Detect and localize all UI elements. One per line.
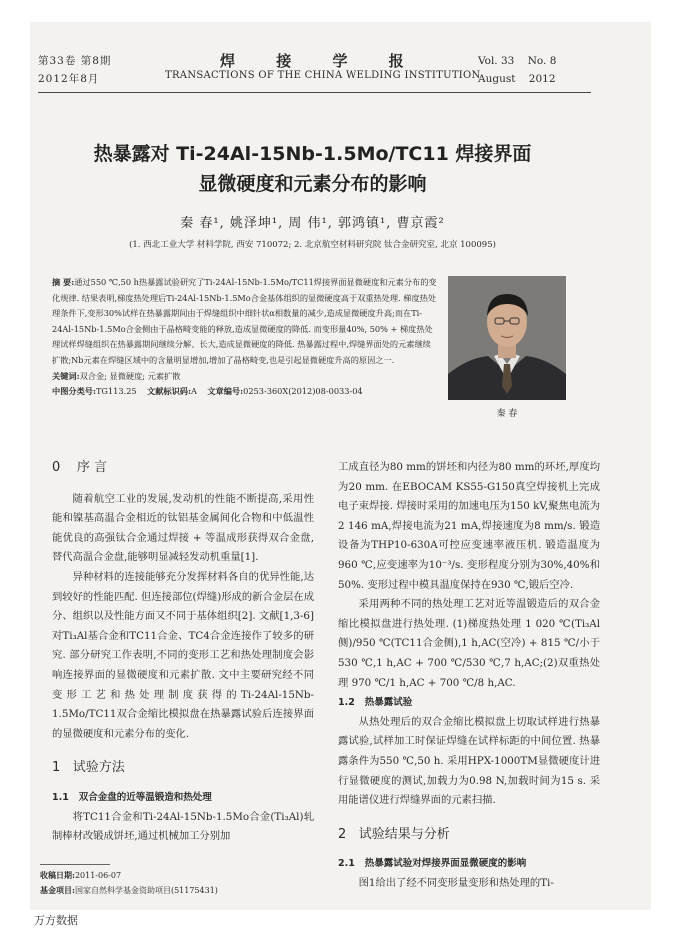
header-issue xyxy=(478,52,556,88)
subsection-1-1-title: 双合金盘的近等温锻造和热处理 xyxy=(78,791,212,803)
subsection-1-1-heading xyxy=(52,788,314,808)
section-1-title: 试验方法 xyxy=(72,760,125,776)
footnote xyxy=(40,868,218,898)
photo-caption: 秦 春 xyxy=(496,409,518,419)
header-no: No. 8 xyxy=(527,55,557,67)
intro-paragraph-1: 随着航空工业的发展,发动机的性能不断提高,采用性能和镍基高温合金相近的钛铝基金属间化合物和中低温性能优良的高强钛合金通过焊接 + 等温成形获得双合金盘,替代高温合金盘,能够明显减轻发动机重量[1]. xyxy=(52,492,314,564)
right-column xyxy=(338,458,600,893)
journal-name-cn: 焊 接 学 报 xyxy=(220,52,422,70)
author-list: 秦 春¹, 姚泽坤¹, 周 伟¹, 郭鸿镇¹, 曹京霞² xyxy=(180,216,445,231)
paper-title-line2: 显微硬度和元素分布的影响 xyxy=(198,173,427,195)
clc-value: TG113.25 xyxy=(95,386,137,397)
subsection-1-2-number: 1.2 xyxy=(338,697,355,709)
header-date-cn: 2012年8月 xyxy=(38,73,100,85)
keywords: 双合金; 显微硬度; 元素扩散 xyxy=(79,370,181,381)
results-paragraph-1: 图1给出了经不同变形量变形和热处理的Ti- xyxy=(358,876,554,889)
section-2-number: 2 xyxy=(338,826,347,842)
header-year: 2012 xyxy=(528,73,556,85)
section-2-title: 试验结果与分析 xyxy=(358,826,450,842)
clc-label: 中图分类号: xyxy=(52,386,96,397)
subsection-1-1-number: 1.1 xyxy=(52,791,69,803)
method-paragraph-2: 采用两种不同的热处理工艺对近等温锻造后的双合金缩比模拟盘进行热处理. (1)梯度热处理 1 020 ℃(Ti₃Al侧)/950 ℃(TC11合金侧),1 h,AC(空冷) + 815 ℃/小于530 ℃,1 h,AC + 700 ℃/530 ℃,7 h,AC;(2)双重热处理 970 ℃/1 h,AC + 700 ℃/8 h,AC. xyxy=(338,598,600,689)
keywords-label: 关键词: xyxy=(52,370,80,381)
section-0-title: 序 言 xyxy=(76,460,107,475)
affiliation: (1. 西北工业大学 材料学院, 西安 710072; 2. 北京航空材料研究院 钛合金研究室, 北京 100095) xyxy=(129,240,496,250)
journal-name-en: TRANSACTIONS OF THE CHINA WELDING INSTITUTION xyxy=(165,70,481,81)
subsection-2-1-number: 2.1 xyxy=(338,858,355,870)
subsection-1-2-heading xyxy=(338,693,600,713)
abstract-block xyxy=(52,275,437,400)
article-no-value: 0253-360X(2012)08-0033-04 xyxy=(243,386,363,397)
abstract-label: 摘 要: xyxy=(52,277,75,287)
received-label: 收稿日期: xyxy=(40,870,75,880)
method-paragraph-1-cont: 工成直径为80 mm的饼坯和内径为80 mm的环坯,厚度均为20 mm. 在EBOCAM KS55-G150真空焊接机上完成电子束焊接. 焊接时采用的加速电压为150 kV,聚焦电流为2 146 mA,焊接电流为21 mA,焊接速度为8 mm/s. 锻造设备为THP10-630A可控应变速率液压机. 锻造温度为960 ℃,应变速率为10⁻³/s. 变形程度分别为30%,40%和50%. 变形过程中模具温度保持在930 ℃,锻后空冷. xyxy=(338,461,600,591)
header-rule xyxy=(38,92,591,93)
author-photo xyxy=(448,276,566,400)
section-0-heading xyxy=(52,458,314,478)
doc-code-value: A xyxy=(191,386,197,397)
fund-text: 国家自然科学基金资助项目(51175431) xyxy=(74,886,218,895)
section-0-number: 0 xyxy=(52,460,61,475)
header-month: August xyxy=(478,73,516,85)
doc-code-label: 文献标识码: xyxy=(147,386,192,397)
fund-label: 基金项目: xyxy=(40,885,75,895)
subsection-1-2-title: 热暴露试验 xyxy=(364,697,413,709)
left-column xyxy=(52,458,314,847)
footnote-rule xyxy=(40,864,110,865)
header-vol: Vol. 33 xyxy=(478,55,515,67)
section-2-heading xyxy=(338,825,600,845)
method-paragraph-3: 从热处理后的双合金缩比模拟盘上切取试样进行热暴露试验,试样加工时保证焊缝在试样标距的中间位置. 热暴露条件为550 ℃,50 h. 采用HPX-1000TM显微硬度计进行显微硬度的测试,加载力为0.98 N,加载时间为15 s. 采用能谱仪进行焊缝界面的元素扫描. xyxy=(338,715,600,807)
section-1-heading xyxy=(52,758,314,778)
subsection-2-1-title: 热暴露试验对焊接界面显微硬度的影响 xyxy=(364,858,527,870)
paper-title-line1: 热暴露对 Ti-24Al-15Nb-1.5Mo/TC11 焊接界面 xyxy=(93,143,532,165)
subsection-2-1-heading xyxy=(338,854,600,874)
received-date: 2011-06-07 xyxy=(74,871,122,880)
section-1-number: 1 xyxy=(52,760,61,776)
method-paragraph-1: 将TC11合金和Ti-24Al-15Nb-1.5Mo合金(Ti₃Al)轧制棒材改锻成饼坯,通过机械加工分别加 xyxy=(52,810,314,843)
intro-paragraph-2: 异种材料的连接能够充分发挥材料各自的优异性能,达到较好的性能匹配. 但连接部位(焊缝)形成的新合金层在成分、组织以及性能方面又不同于基体组织[2]. 文献[1,3-6]对Ti₃Al基合金和TC11合金、TC4合金连接作了较多的研究. 部分研究工作表明,不同的变形工艺和热处理制度会影响连接界面的显微硬度和元素扩散. 文中主要研究经不同变形工艺和热处理制度获得的Ti-24Al-15Nb-1.5Mo/TC11双合金缩比模拟盘在热暴露试验后连接界面的显微硬度和元素分布的变化. xyxy=(52,570,314,740)
header-volume-cn: 第33卷 第8期 xyxy=(38,55,112,67)
watermark: 万方数据 xyxy=(34,914,78,927)
header-volume xyxy=(38,52,111,88)
article-no-label: 文章编号: xyxy=(207,386,244,397)
abstract-text: 通过550 ℃,50 h热暴露试验研究了Ti-24Al-15Nb-1.5Mo/TC11焊接界面显微硬度和元素分布的变化规律. 结果表明,梯度热处理后Ti-24Al-15Nb-1.5Mo合金基体组织的显微硬度高于双重热处理. 梯度热处理条件下,变形30%试样在热暴露期间由于焊缝组织中细针状α相数量的减少,造成显微硬度升高;而在Ti-24Al-15Nb-1.5Mo合金侧由于晶格畸变能的释放,造成显微硬度的降低. 而变形量40%, 50% + 梯度热处理试样焊缝组织在热暴露期间继续分解、长大,造成显微硬度的降低. 热暴露过程中,焊缝界面处的元素继续扩散;Nb元素在焊缝区域中的含量明显增加,增加了晶格畸变,也是引起显微硬度升高的原因之一. xyxy=(52,277,437,365)
